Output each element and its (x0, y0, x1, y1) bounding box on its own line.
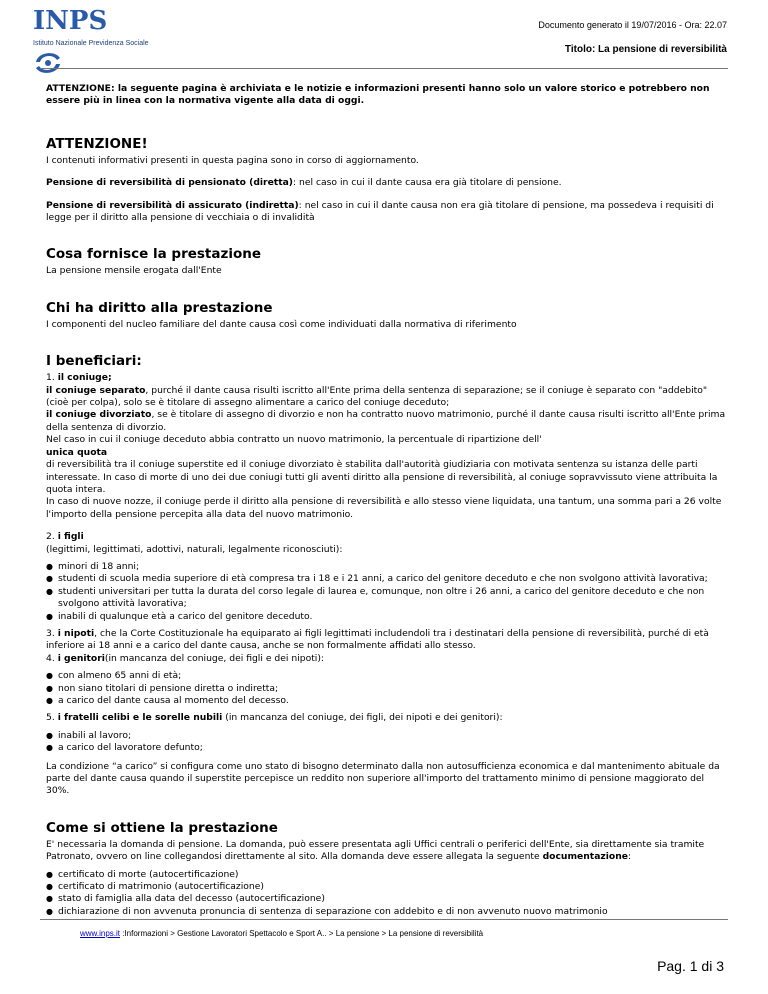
list-item: ● inabili al lavoro; (46, 730, 728, 742)
heading-chi: Chi ha diritto alla prestazione (46, 299, 273, 316)
ripartizione-text: di reversibilità tra il coniuge superstite ed il coniuge divorziato è stabilita dall'autorità giudiziaria con motivata sentenza su istanza delle parti interessate. In caso di morte di uno dei due coniugi tutti gli aventi diritto alla pensione di reversibilità, al coniuge sopravvissuto viene attribuita la quota intera. (46, 459, 718, 495)
heading-beneficiari: I beneficiari: (46, 353, 142, 370)
inps-logo (33, 6, 173, 70)
fratelli-list (46, 730, 728, 755)
list-item: ● a carico del dante causa al momento del decesso. (46, 695, 728, 707)
coniuge-separato (46, 385, 728, 410)
genitori-text: (in mancanza del coniuge, dei figli e dei nipoti): (104, 652, 325, 664)
cosa-text: La pensione mensile erogata dall'Ente (46, 265, 222, 277)
documentazione-list (46, 869, 728, 919)
figli-list (46, 561, 728, 623)
document-title: Titolo: La pensione di reversibilità (564, 44, 727, 55)
condizione-text: La condizione “a carico” si configura come uno stato di bisogno determinato dalla non autosufficienza economica e dal mantenimento abituale da parte del dante causa quando il superstite percepisce un reddito non superiore all'importo del trattamento minimo di pensione maggiorato del 30%. (46, 760, 720, 797)
divorziato-text: , se è titolare di assegno di divorzio e non ha contratto nuovo matrimonio, purché il dante causa risulti iscritto all'Ente prima della sentenza di divorzio. (46, 409, 726, 433)
list-item: ● certificato di matrimonio (autocertificazione) (46, 881, 728, 893)
heading-cosa: Cosa fornisce la prestazione (46, 246, 262, 263)
genitori-list (46, 670, 728, 707)
nuove-nozze-text: In caso di nuove nozze, il coniuge perde il diritto alla pensione di reversibilità e allo stesso viene liquidata, una tantum, una somma pari a 26 volte l'importo della pensione percepita alla data del nuovo matrimonio. (46, 496, 722, 520)
inps-site-link[interactable]: www.inps.it (80, 929, 121, 938)
logo-text: INPS (33, 6, 108, 36)
generation-info: Documento generato il 19/07/2016 - Ora: 22.07 (538, 20, 727, 30)
figli-heading (46, 531, 728, 543)
figli-number: 2. (46, 531, 58, 543)
fratelli-number: 5. (46, 712, 58, 724)
coniuge-number: 1. (46, 372, 58, 384)
header-divider (40, 68, 728, 69)
list-item: ● stato di famiglia alla data del decesso (autocertificazione) (46, 893, 728, 905)
figli-description: (legittimi, legittimati, adottivi, naturali, legalmente riconosciuti): (46, 543, 343, 555)
documentazione-label: documentazione (542, 851, 628, 863)
genitori-label: i genitori (57, 652, 105, 664)
archived-notice: ATTENZIONE: la seguente pagina è archiviata e le notizie e informazioni presenti hanno solo un valore storico e potrebbero non essere più in linea con la normativa vigente alla data di oggi. (46, 83, 710, 107)
logo-subtitle: Istituto Nazionale Previdenza Sociale (33, 40, 149, 47)
fratelli-text: (in mancanza del coniuge, dei figli, dei nipoti e dei genitori): (222, 712, 503, 724)
footer-breadcrumb (80, 929, 483, 938)
nipoti-text: , che la Corte Costituzionale ha equiparato ai figli legittimati includendoli tra i destinatari della pensione di reversibilità, purché di età inferiore ai 18 anni e a carico del dante causa, anche se non formalmente affidati allo stesso. (46, 627, 709, 652)
heading-attenzione: ATTENZIONE! (46, 135, 148, 152)
page-number: Pag. 1 di 3 (657, 958, 724, 974)
genitori-paragraph (46, 653, 728, 665)
heading-come: Come si ottiene la prestazione (46, 819, 278, 836)
diretta-paragraph (46, 177, 728, 189)
coniuge-divorziato (46, 409, 728, 434)
figli-label: i figli (57, 531, 84, 543)
genitori-number: 4. (46, 652, 58, 664)
colon: : (627, 851, 632, 863)
diretta-text: : nel caso in cui il dante causa era già titolare di pensione. (293, 177, 562, 189)
list-item: ● con almeno 65 anni di età; (46, 670, 728, 682)
fratelli-label: i fratelli celibi e le sorelle nubili (57, 712, 223, 724)
attenzione-text: I contenuti informativi presenti in questa pagina sono in corso di aggiornamento. (46, 154, 419, 166)
indiretta-paragraph (46, 200, 728, 225)
nuovo-matrimonio-text: Nel caso in cui il coniuge deceduto abbia contratto un nuovo matrimonio, la percentuale di ripartizione dell' (46, 434, 542, 446)
coniuge-label: il coniuge; (57, 372, 112, 384)
list-item: ● inabili di qualunque età a carico del genitore deceduto. (46, 611, 728, 623)
list-item: ● minori di 18 anni; (46, 561, 728, 573)
separato-text: , purché il dante causa risulti iscritto all'Ente prima della sentenza di separazione; se il coniuge è separato con "addebito" (cioè per colpa), solo se è titolare di assegno alimentare a carico del coniuge deceduto; (46, 384, 708, 409)
nipoti-label: i nipoti (57, 627, 95, 639)
list-item: ● a carico del lavoratore defunto; (46, 742, 728, 754)
indiretta-label: Pensione di reversibilità di assicurato (indiretta) (46, 199, 299, 211)
diretta-label: Pensione di reversibilità di pensionato (diretta) (46, 177, 293, 189)
footer-divider (40, 919, 728, 920)
list-item: ● dichiarazione di non avvenuta pronuncia di sentenza di separazione con addebito e di non avvenuto nuovo matrimonio (46, 906, 728, 918)
divorziato-label: il coniuge divorziato (46, 409, 152, 421)
breadcrumb-text: :Informazioni > Gestione Lavoratori Spettacolo e Sport A.. > La pensione > La pensione di reversibilità (120, 929, 484, 938)
coniuge-heading (46, 372, 728, 384)
unica-quota-label: unica quota (46, 446, 108, 458)
list-item: ● studenti di scuola media superiore di età compresa tra i 18 e i 21 anni, a carico del genitore deceduto e che non svolgono attività lavorativa; (46, 573, 728, 585)
nipoti-number: 3. (46, 627, 58, 639)
list-item: ● studenti universitari per tutta la durata del corso legale di laurea e, comunque, non oltre i 26 anni, a carico del genitore deceduto e che non svolgono attività lavorativa; (46, 586, 728, 611)
main-content (46, 83, 728, 918)
list-item: ● non siano titolari di pensione diretta o indiretta; (46, 683, 728, 695)
page-header (0, 0, 768, 74)
come-text: E' necessaria la domanda di pensione. La domanda, può essere presentata agli Uffici centrali o periferici dell'Ente, sia direttamente sia tramite Patronato, ovvero on line collegandosi direttamente al sito. Alla domanda deve essere allegata la seguente (46, 838, 705, 863)
list-item: ● certificato di morte (autocertificazione) (46, 869, 728, 881)
chi-text: I componenti del nucleo familiare del dante causa così come individuati dalla normativa di riferimento (46, 318, 517, 330)
indiretta-text: : nel caso in cui il dante causa non era già titolare di pensione, ma possedeva i requisiti di legge per il diritto alla pensione di vecchiaia o di invalidità (46, 199, 714, 224)
separato-label: il coniuge separato (46, 384, 146, 396)
nipoti-paragraph (46, 628, 728, 653)
inps-emblem-icon (33, 50, 63, 76)
fratelli-paragraph (46, 712, 728, 724)
come-paragraph (46, 839, 728, 864)
